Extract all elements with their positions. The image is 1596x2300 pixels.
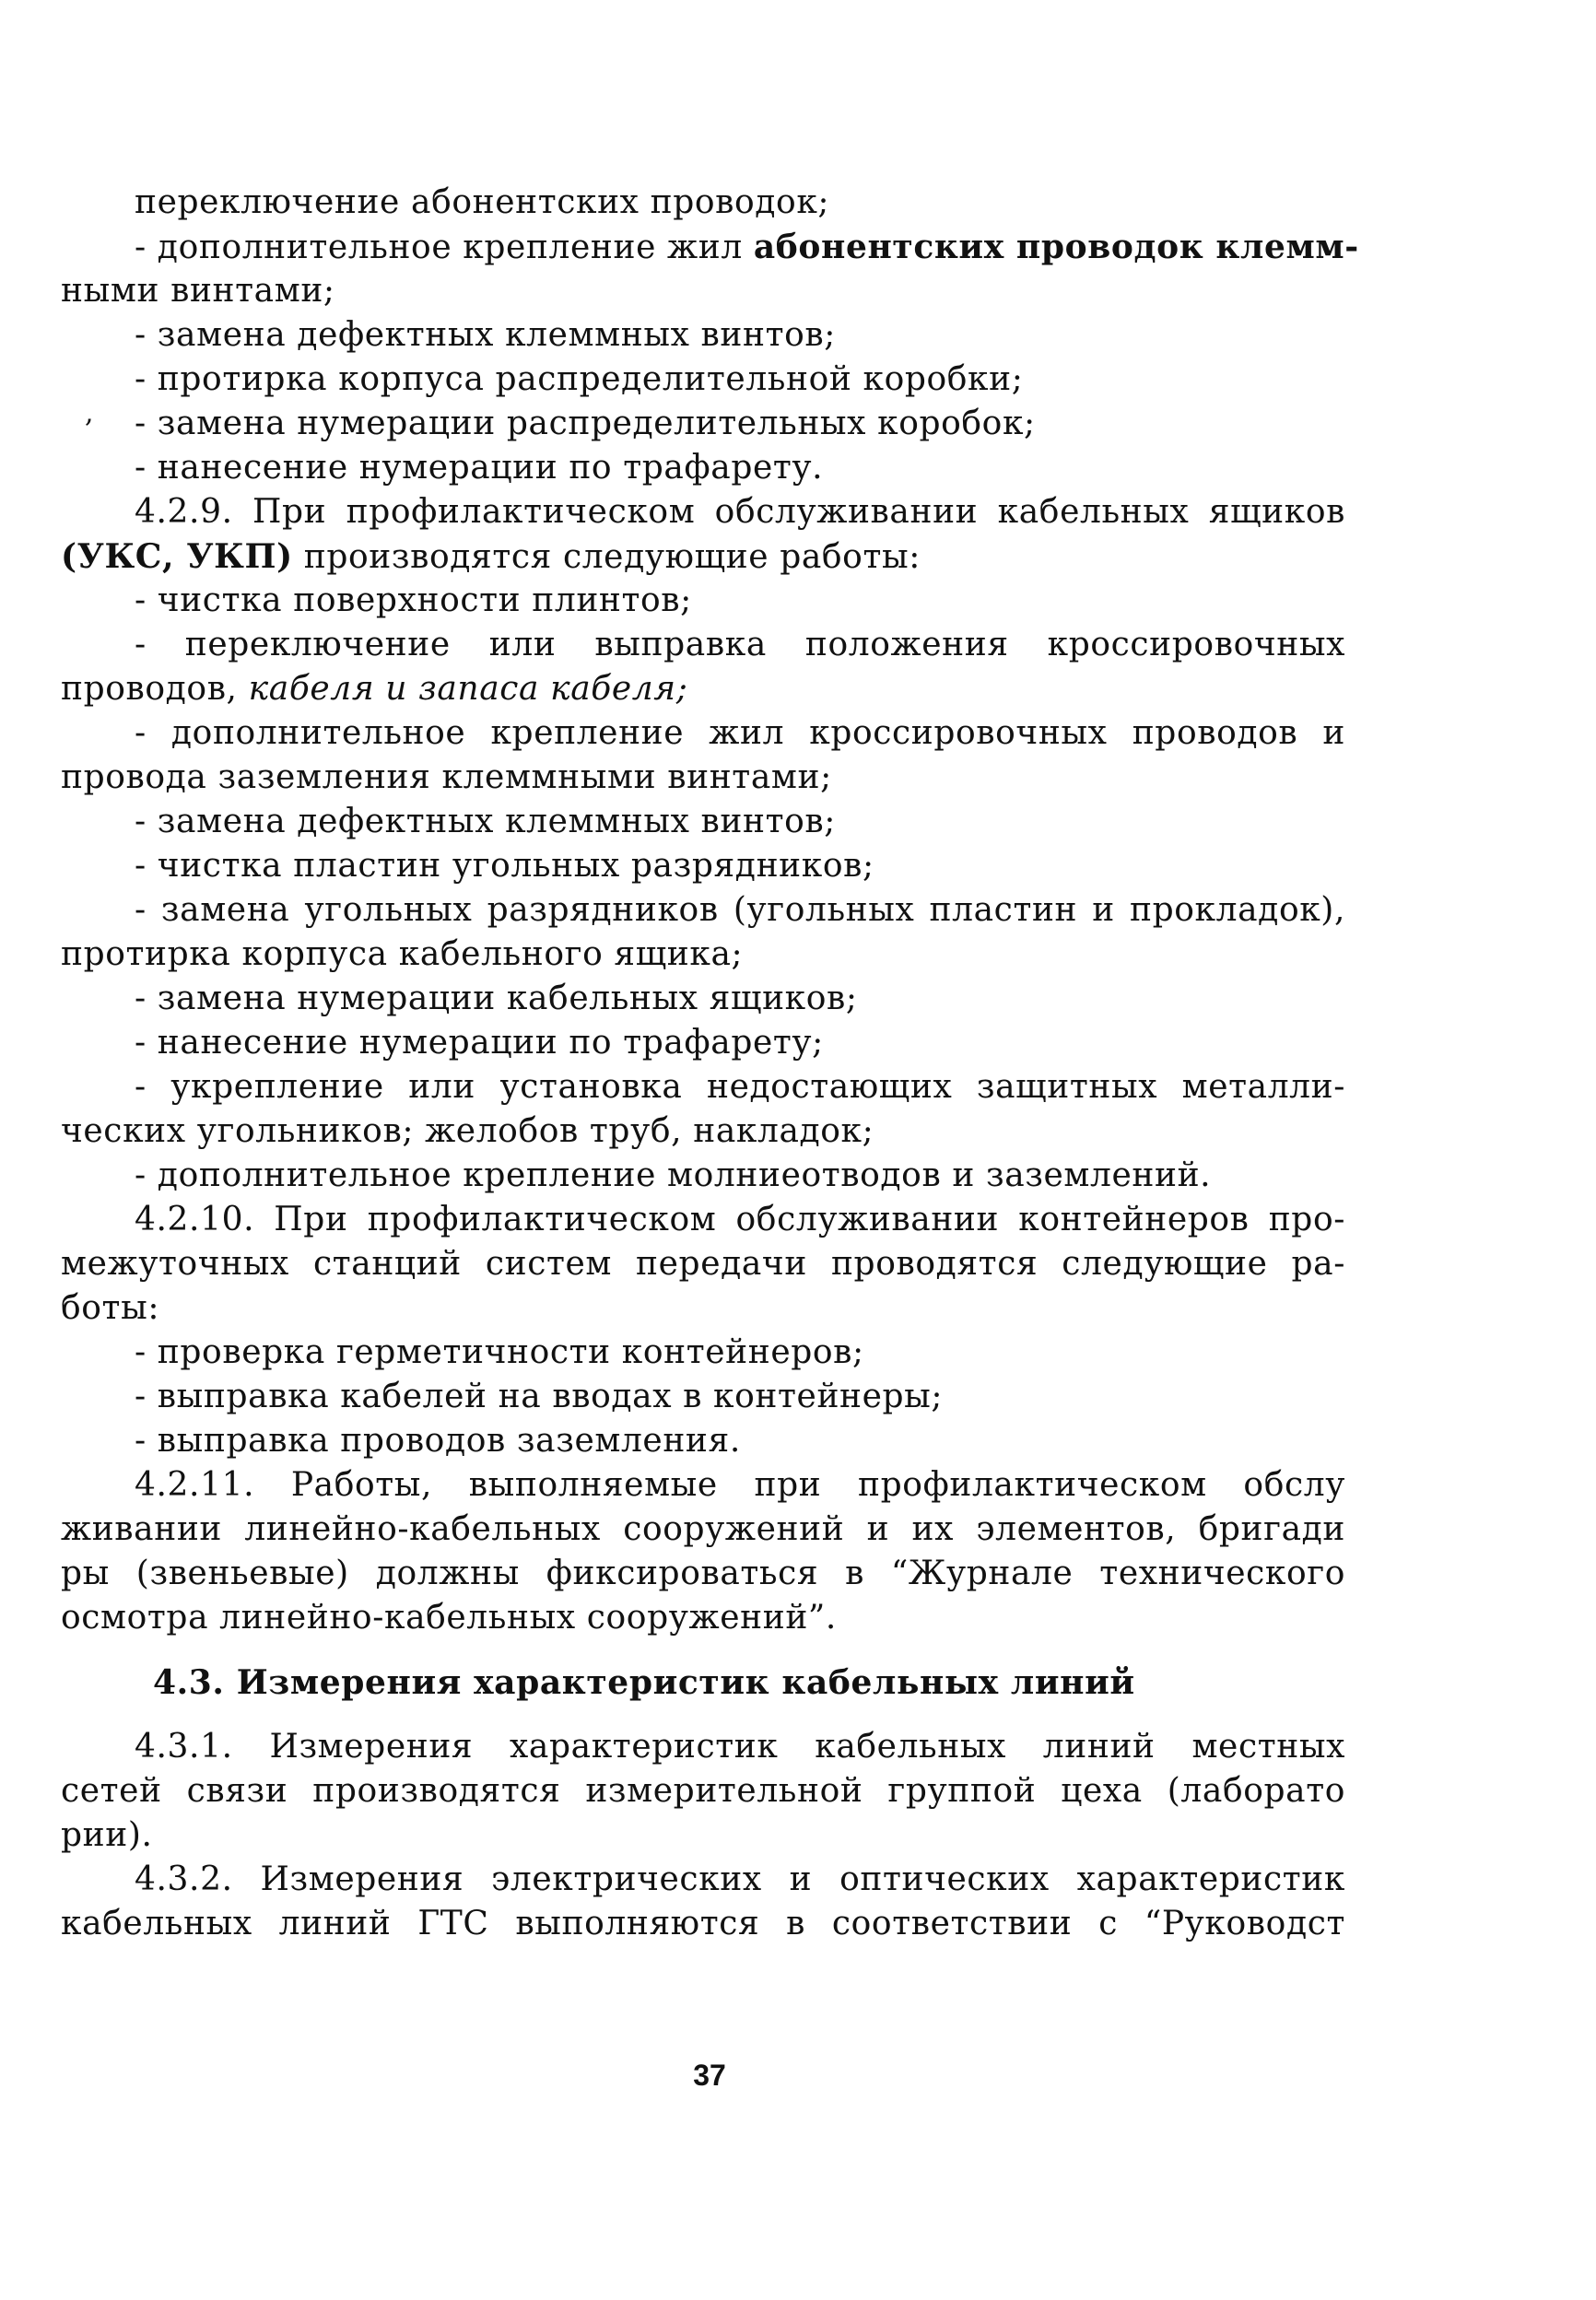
text-line: межуточных станций систем передачи проводятся следующие ра- xyxy=(61,1245,1345,1283)
text-line: - дополнительное крепление молниеотводов и заземлений. xyxy=(135,1156,1212,1194)
text-line: 4.3.2. Измерения электрических и оптических характеристик xyxy=(135,1860,1345,1898)
text-line xyxy=(61,225,1359,269)
text-line: - проверка герметичности контейнеров; xyxy=(135,1333,864,1371)
text-line: - нанесение нумерации по трафарету. xyxy=(135,449,824,487)
text-line: 4.2.10. При профилактическом обслуживании контейнеров про- xyxy=(135,1201,1345,1238)
text-line: осмотра линейно-кабельных сооружений”. xyxy=(61,1599,837,1637)
section-heading: 4.3. Измерения характеристик кабельных линий xyxy=(153,1663,1135,1702)
text-line: провода заземления клеммными винтами; xyxy=(61,758,832,796)
text-line: - чистка пластин угольных разрядников; xyxy=(135,847,874,885)
text-line: переключение абонентских проводок; xyxy=(135,183,830,221)
text-run: производятся следующие работы: xyxy=(292,538,921,576)
text-line: ры (звеньевые) должны фиксироваться в “Журнале технического xyxy=(61,1555,1345,1592)
text-line: 4.3.1. Измерения характеристик кабельных линий местных xyxy=(135,1728,1345,1766)
text-run-italic: кабеля и запаса кабеля; xyxy=(248,670,688,708)
text-line: - замена нумерации распределительных коробок; xyxy=(135,405,1036,442)
text-line: ными винтами; xyxy=(61,272,335,310)
text-line xyxy=(61,534,1345,579)
text-line: - укрепление или установка недостающих защитных металли- xyxy=(135,1068,1345,1106)
text-line: 4.2.11. Работы, выполняемые при профилактическом обслу xyxy=(135,1466,1345,1504)
text-line: - замена дефектных клеммных винтов; xyxy=(135,803,836,840)
text-line: 4.2.9. При профилактическом обслуживании кабельных ящиков xyxy=(135,493,1345,531)
page-number: 37 xyxy=(693,2059,726,2092)
text-line xyxy=(61,667,1345,711)
text-line: - выправка кабелей на вводах в контейнеры; xyxy=(135,1378,944,1415)
text-run: проводов, xyxy=(61,670,249,708)
text-line: - замена дефектных клеммных винтов; xyxy=(135,316,836,354)
text-line: - дополнительное крепление жил кроссировочных проводов и xyxy=(135,714,1345,752)
text-line: - замена нумерации кабельных ящиков; xyxy=(135,980,858,1017)
text-line: рии). xyxy=(61,1816,153,1854)
stray-comma-mark: , xyxy=(85,397,94,429)
text-line: - нанесение нумерации по трафарету; xyxy=(135,1024,824,1062)
body-text xyxy=(61,181,1359,1946)
text-line: - чистка поверхности плинтов; xyxy=(135,581,692,619)
text-line: - протирка корпуса распределительной коробки; xyxy=(135,360,1024,398)
text-line: - переключение или выправка положения кроссировочных xyxy=(135,626,1345,663)
text-run: - дополнительное крепление жил xyxy=(135,229,754,266)
text-line: - замена угольных разрядников (угольных пластин и прокладок), xyxy=(135,891,1345,929)
text-line: кабельных линий ГТС выполняются в соответствии с “Руководст xyxy=(61,1905,1345,1942)
text-run-bold: абонентских проводок клемм- xyxy=(753,228,1359,266)
text-line: протирка корпуса кабельного ящика; xyxy=(61,935,744,973)
text-line: ческих угольников; желобов труб, накладок; xyxy=(61,1112,874,1150)
text-run-bold: (УКС, УКП) xyxy=(61,537,293,576)
text-line: боты: xyxy=(61,1289,160,1327)
text-line: - выправка проводов заземления. xyxy=(135,1422,741,1460)
text-line: сетей связи производятся измерительной группой цеха (лаборато xyxy=(61,1772,1345,1810)
text-line: живании линейно-кабельных сооружений и их элементов, бригади xyxy=(61,1510,1345,1548)
